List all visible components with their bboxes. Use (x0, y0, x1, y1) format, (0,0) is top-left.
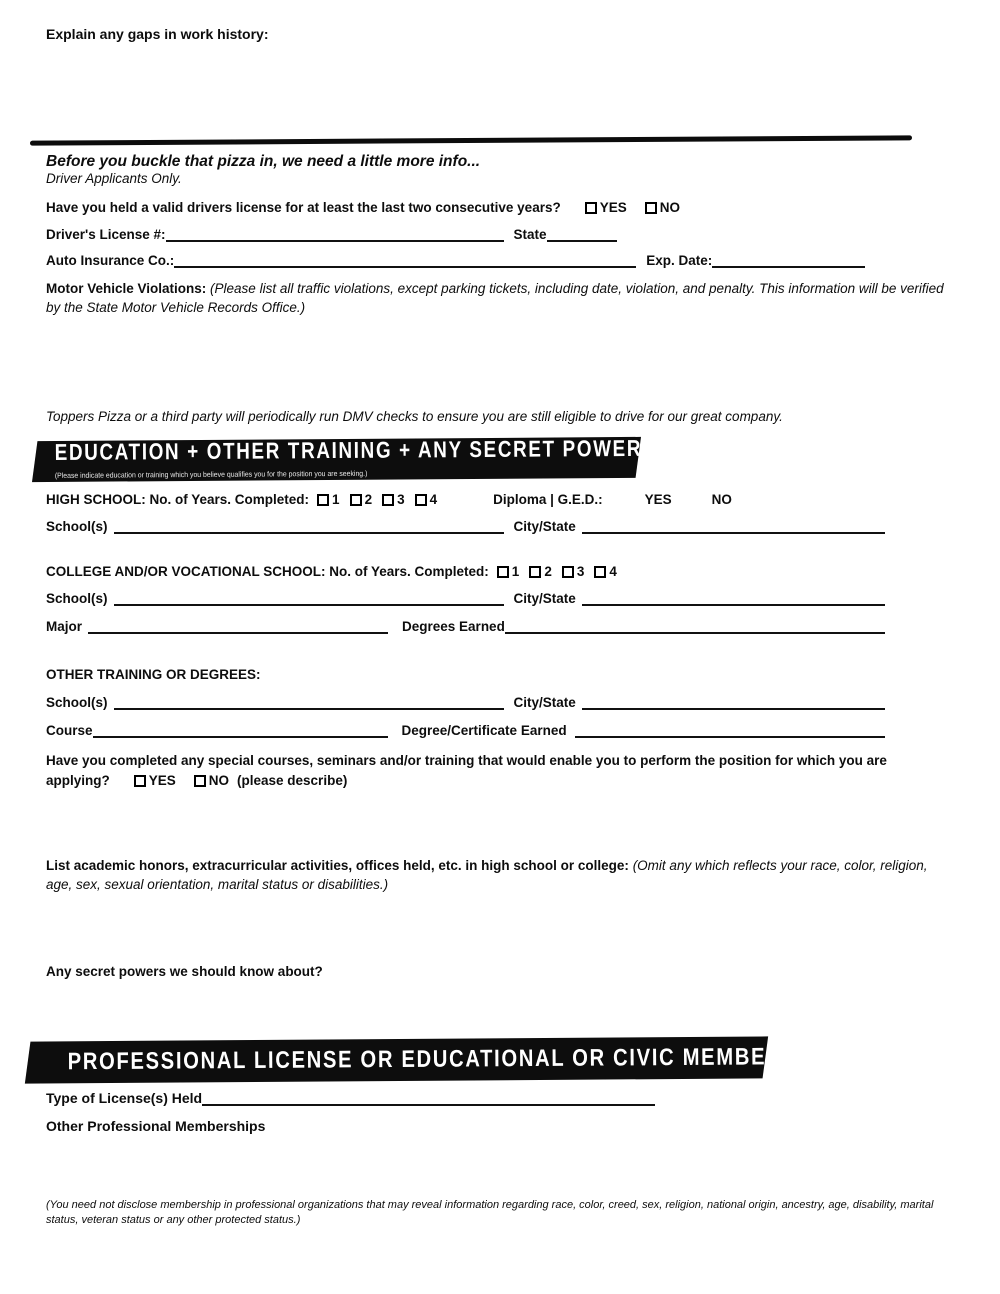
course-input-line[interactable] (93, 723, 388, 738)
honors-note: (Omit any which reflects your race, color, religion, age, sex, sexual orientation, marital status or disabilities.) (46, 858, 928, 892)
course-label: Course (46, 723, 93, 738)
hs-year-3-label: 3 (397, 492, 405, 507)
college-city-state-input-line[interactable] (582, 591, 885, 606)
diploma-ged-label: Diploma | G.E.D.: (493, 492, 603, 507)
hs-year-2-label: 2 (364, 492, 373, 507)
license-no-option[interactable] (645, 200, 680, 215)
driver-section-heading: Before you buckle that pizza in, we need a little more info... (46, 153, 481, 170)
special-question-line2: applying? (46, 773, 110, 788)
major-label: Major (46, 619, 83, 634)
hs-city-state-label: City/State (513, 519, 576, 534)
hs-school-label: School(s) (46, 519, 108, 534)
hs-year-1-label: 1 (332, 492, 340, 507)
college-year-1-option[interactable] (497, 564, 520, 579)
hs-city-state-input-line[interactable] (582, 519, 885, 534)
college-school-label: School(s) (46, 591, 108, 606)
college-school-input-line[interactable] (114, 591, 504, 606)
college-year-4-option[interactable] (594, 564, 617, 579)
honors-paragraph (46, 856, 954, 894)
college-year-4-checkbox[interactable] (594, 566, 606, 578)
license-no-checkbox[interactable] (645, 202, 657, 214)
diploma-no-option[interactable]: NO (711, 492, 732, 507)
hs-year-4-label: 4 (429, 492, 438, 507)
professional-section-banner (25, 1036, 837, 1083)
hs-year-1-checkbox[interactable] (317, 494, 329, 506)
college-row (46, 564, 954, 579)
dmv-check-note: Toppers Pizza or a third party will periodically run DMV checks to ensure you are still eligible to drive for our great company. (46, 409, 783, 424)
college-year-3-option[interactable] (562, 564, 585, 579)
memberships-response-area[interactable] (46, 1134, 954, 1198)
hs-year-3-option[interactable] (382, 492, 405, 507)
college-year-2-checkbox[interactable] (529, 566, 541, 578)
degree-certificate-input-line[interactable] (575, 723, 885, 738)
special-no-checkbox[interactable] (194, 775, 206, 787)
other-city-state-input-line[interactable] (582, 695, 885, 710)
violations-response-area[interactable] (46, 317, 954, 409)
license-question-label: Have you held a valid drivers license for at least the last two consecutive years? (46, 200, 561, 215)
hs-year-2-checkbox[interactable] (350, 494, 362, 506)
diploma-yes-option[interactable]: YES (644, 492, 672, 507)
secret-powers-question: Any secret powers we should know about? (46, 964, 323, 979)
degrees-earned-input-line[interactable] (505, 619, 885, 634)
insurance-row (46, 253, 865, 268)
hs-school-input-line[interactable] (114, 519, 504, 534)
hs-year-1-option[interactable] (317, 492, 340, 507)
education-banner-subtitle: (Please indicate education or training which you believe qualifies you for the position you are seeking.) (54, 468, 368, 480)
honors-label: List academic honors, extracurricular activities, offices held, etc. in high school or college: (46, 858, 629, 873)
drivers-license-label: Driver's License #: (46, 227, 166, 242)
special-courses-response-area[interactable] (46, 788, 954, 856)
other-school-input-line[interactable] (114, 695, 504, 710)
college-label: COLLEGE AND/OR VOCATIONAL SCHOOL: No. of Years. Completed: (46, 564, 489, 579)
auto-insurance-label: Auto Insurance Co.: (46, 253, 175, 268)
special-question-line1: Have you completed any special courses, seminars and/or training that would enable you to perform the position for which you are (46, 753, 887, 768)
college-school-row (46, 591, 885, 606)
exp-date-input-line[interactable] (712, 253, 865, 268)
license-yes-checkbox[interactable] (585, 202, 597, 214)
college-year-4-label: 4 (609, 564, 617, 579)
hs-year-4-checkbox[interactable] (415, 494, 427, 506)
professional-banner-title: PROFESSIONAL LICENSE OR EDUCATIONAL OR CIVIC MEMBERSHIP (67, 1042, 837, 1076)
license-no-label: NO (659, 200, 680, 215)
honors-response-area[interactable] (46, 894, 954, 964)
memberships-label: Other Professional Memberships (46, 1118, 266, 1134)
special-no-label: NO (208, 773, 230, 788)
other-school-row (46, 695, 885, 710)
special-yes-label: YES (148, 773, 176, 788)
degrees-earned-label: Degrees Earned (402, 619, 505, 634)
exp-date-label: Exp. Date: (646, 253, 713, 268)
drivers-license-input-line[interactable] (166, 227, 504, 242)
hs-year-2-option[interactable] (350, 492, 373, 507)
course-row (46, 723, 885, 738)
hs-school-row (46, 519, 885, 534)
other-city-state-label: City/State (513, 695, 576, 710)
drivers-license-row (46, 227, 617, 242)
other-school-label: School(s) (46, 695, 108, 710)
special-yes-option[interactable] (134, 773, 176, 788)
license-type-row (46, 1090, 655, 1106)
type-of-license-label: Type of License(s) Held (46, 1090, 203, 1106)
gaps-in-work-history-label: Explain any gaps in work history: (46, 26, 269, 42)
please-describe-label: (please describe) (237, 773, 348, 788)
type-of-license-input-line[interactable] (202, 1091, 655, 1106)
college-year-1-checkbox[interactable] (497, 566, 509, 578)
violations-paragraph (46, 279, 954, 317)
major-row (46, 619, 885, 634)
hs-year-3-checkbox[interactable] (382, 494, 394, 506)
college-year-1-label: 1 (511, 564, 520, 579)
major-input-line[interactable] (88, 619, 388, 634)
disclosure-note: (You need not disclose membership in professional organizations that may reveal information regarding race, color, creed, sex, religion, national origin, ancestry, age, disability, marital status, veteran status or any other protected status.) (46, 1199, 934, 1226)
driver-section-subheading: Driver Applicants Only. (46, 171, 182, 186)
state-label: State (513, 227, 547, 242)
special-no-option[interactable] (194, 773, 229, 788)
license-yes-label: YES (599, 200, 627, 215)
college-year-3-checkbox[interactable] (562, 566, 574, 578)
college-city-state-label: City/State (513, 591, 576, 606)
degree-certificate-label: Degree/Certificate Earned (401, 723, 567, 738)
special-yes-checkbox[interactable] (134, 775, 146, 787)
hs-year-4-option[interactable] (415, 492, 438, 507)
college-year-2-label: 2 (544, 564, 552, 579)
college-year-2-option[interactable] (529, 564, 552, 579)
auto-insurance-input-line[interactable] (174, 253, 636, 268)
special-question-line2-row (46, 773, 954, 788)
high-school-row (46, 492, 954, 507)
high-school-label: HIGH SCHOOL: No. of Years. Completed: (46, 492, 310, 507)
state-input-line[interactable] (547, 227, 617, 242)
license-yes-option[interactable] (585, 200, 627, 215)
education-section-banner (32, 434, 657, 482)
license-question-row (46, 200, 954, 215)
violations-label: Motor Vehicle Violations: (46, 281, 207, 296)
violations-note: (Please list all traffic violations, except parking tickets, including date, violation, and penalty. This information will be verified by the State Motor Vehicle Records Office.) (46, 281, 944, 315)
other-training-label: OTHER TRAINING OR DEGREES: (46, 667, 261, 682)
education-banner-title: EDUCATION + OTHER TRAINING + ANY SECRET POWERS (54, 434, 657, 465)
college-year-3-label: 3 (576, 564, 585, 579)
gaps-response-area[interactable] (46, 42, 954, 138)
